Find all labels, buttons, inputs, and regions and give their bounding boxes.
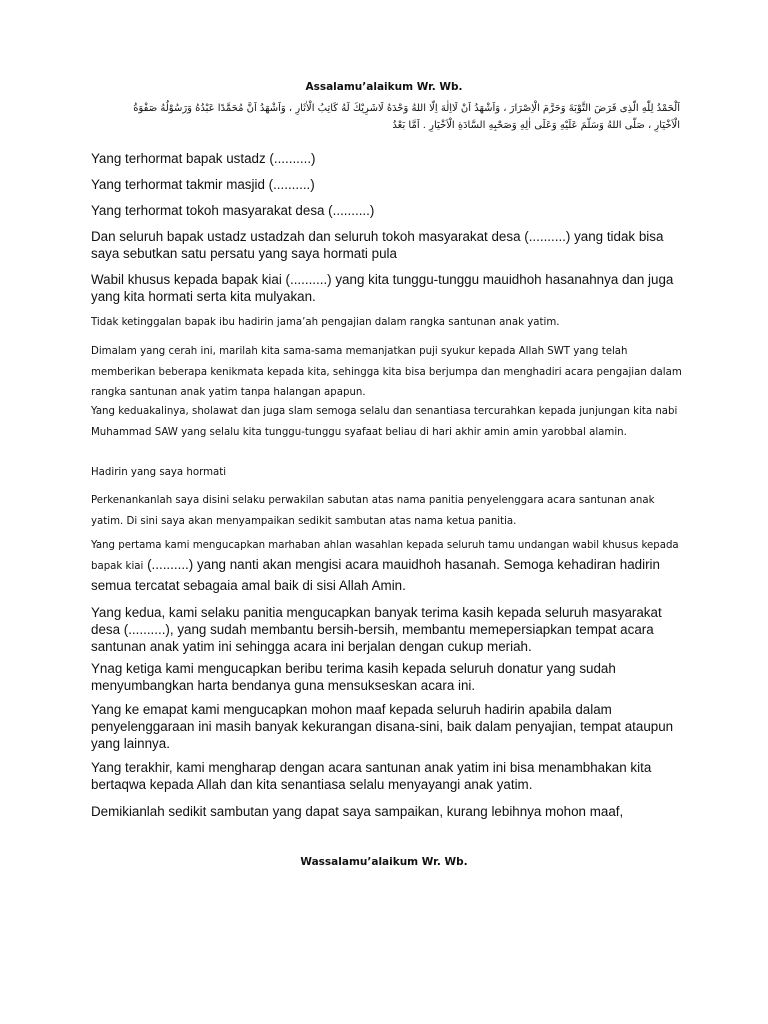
arabic-opening-prayer xyxy=(88,100,680,134)
first-point-part-b: (..........) yang nanti akan mengisi acara mauidhoh hasanah. Semoga kehadiran hadirin semua tercatat sebagaia amal baik di sisi Allah Amin. xyxy=(91,557,660,593)
salutation-tokoh: Yang terhormat tokoh masyarakat desa (..........) xyxy=(91,203,375,218)
final-point-paragraph: Yang terakhir, kami mengharap dengan acara santunan anak yatim ini bisa menambhakan kita bertaqwa kepada Allah dan kita senantiasa selalu menyayangi anak yatim. xyxy=(91,760,652,792)
gratitude-paragraph: Dimalam yang cerah ini, marilah kita sama-sama memanjatkan puji syukur kepada Allah SWT yang telah memberikan beberapa kenikmata kepada kita, sehingga kita bisa berjumpa dan menghadiri acara pengajian dalam rangka santunan anak yatim tanpa halangan apapun. xyxy=(91,346,682,398)
fourth-point-paragraph: Yang ke emapat kami mengucapkan mohon maaf kepada seluruh hadirin apabila dalam penyelenggaraan ini masih banyak kekurangan disana-sini, baik dalam penyajian, tempat ataupun yang lainnya. xyxy=(91,702,674,751)
first-point-paragraph xyxy=(91,535,683,595)
salutation-jamaah: Tidak ketinggalan bapak ibu hadirin jama’ah pengajian dalam rangka santunan anak yatim. xyxy=(91,317,560,328)
closing-greeting: Wassalamu’alaikum Wr. Wb. xyxy=(300,856,468,868)
audience-address: Hadirin yang saya hormati xyxy=(91,467,227,478)
closing-remarks: Demikianlah sedikit sambutan yang dapat saya sampaikan, kurang lebihnya mohon maaf, xyxy=(91,804,624,819)
salutation-takmir: Yang terhormat takmir masjid (..........) xyxy=(91,177,315,192)
second-point-paragraph: Yang kedua, kami selaku panitia mengucapkan banyak terima kasih kepada seluruh masyarakat desa (..........), yang sudah membantu bersih-bersih, membantu memepersiapkan tempat acara santunan anak yatim ini sehingga acara ini berjalan dengan cukup meriah. xyxy=(91,605,662,654)
arabic-line-1: اَلْحَمْدُ لِلّٰهِ الَّذِى فَرَضَ التَّوْبَةَ وَحَرَّمَ الْاِصْرَارَ ، وَاَشْهَدُ اَنْ لَااِلٰهَ اِلَّا اللهُ وَحْدَهُ لَاشَرِيْكَ لَهُ كَاتِبُ الْاٰثَارِ ، وَاَشْهَدُ اَنَّ مُحَمَّدًا عَبْدُهُ وَرَسُوْلُهُ صَفْوَةُ xyxy=(133,103,680,114)
opening-greeting: Assalamu’alaikum Wr. Wb. xyxy=(305,81,463,93)
salutation-kiai: Wabil khusus kepada bapak kiai (..........) yang kita tunggu-tunggu mauidhoh hasanahnya dan juga yang kita hormati serta kita mulyakan. xyxy=(91,272,674,304)
arabic-line-2: الْاَخْيَارِ ، صَلَّى اللهُ وَسَلَّمَ عَلَيْهِ وَعَلَى اٰلِهِ وَصَحْبِهِ السَّادَةِ الْاَخْيَارِ . اَمَّا بَعْدُ xyxy=(392,120,680,131)
introduction-paragraph: Perkenankanlah saya disini selaku perwakilan sabutan atas nama panitia penyelenggara acara santunan anak yatim. Di sini saya akan menyampaikan sedikit sambutan atas nama ketua panitia. xyxy=(91,495,655,527)
sholawat-paragraph: Yang keduakalinya, sholawat dan juga slam semoga selalu dan senantiasa tercurahkan kepada junjungan kita nabi Muhammad SAW yang selalu kita tunggu-tunggu syafaat beliau di hari akhir amin amin yarobbal alamin. xyxy=(91,406,678,438)
first-point-part-a: Yang pertama kami mengucapkan marhaban ahlan wasahlan kepada seluruh tamu undangan wabil khusus kepada bapak kiai xyxy=(91,540,679,572)
salutation-ustadz: Yang terhormat bapak ustadz (..........) xyxy=(91,151,316,166)
salutation-all: Dan seluruh bapak ustadz ustadzah dan seluruh tokoh masyarakat desa (..........) yang tidak bisa saya sebutkan satu persatu yang saya hormati pula xyxy=(91,229,664,261)
third-point-paragraph: Ynag ketiga kami mengucapkan beribu terima kasih kepada seluruh donatur yang sudah menyumbangkan harta bendanya guna mensukseskan acara ini. xyxy=(91,661,616,693)
